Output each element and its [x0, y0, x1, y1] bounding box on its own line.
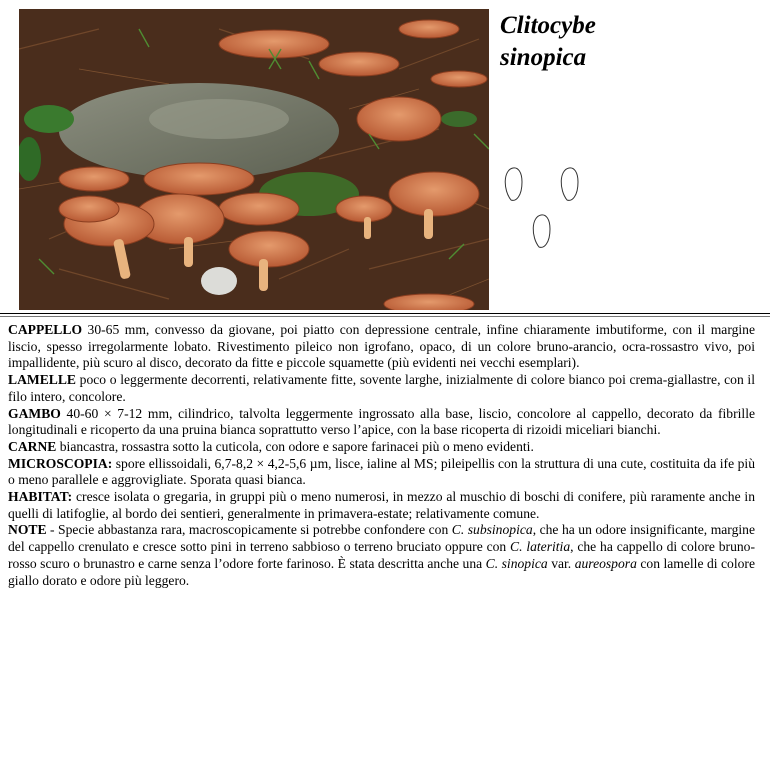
section-label: CARNE	[8, 438, 57, 454]
section-gambo	[8, 406, 755, 439]
section-habitat	[8, 489, 755, 522]
note-text: var.	[547, 555, 575, 571]
section-body: 40-60 × 7-12 mm, cilindrico, talvolta leggermente ingrossato alla base, liscio, concolore al cappello, decorato da fibrille longitudinali e ricoperto da una pruina bianca soprattutto verso l’apice, con la base ricoperta di rizoidi miceliari bianchi.	[8, 405, 755, 438]
section-label: MICROSCOPIA:	[8, 455, 113, 471]
section-label: CAPPELLO	[8, 322, 83, 337]
section-note	[8, 522, 755, 589]
note-species: C. subsinopica	[451, 522, 533, 538]
section-body: cresce isolata o gregaria, in gruppi più o meno numerosi, in mezzo al muschio di boschi di conifere, più raramente anche in quelli di latifoglie, al bordo dei sentieri, generalmente in primavera-estate; relativamente comune.	[8, 489, 755, 521]
section-label: NOTE	[8, 522, 47, 538]
species-title-genus: Clitocybe	[500, 12, 596, 39]
species-title-epithet: sinopica	[500, 44, 587, 71]
section-microscopia	[8, 456, 755, 489]
section-lamelle	[8, 372, 755, 405]
note-text: , che ha cappello di colore bruno-rosso scuro o brunastro e carne senza l’odore forte farinoso. È stata descritta anche una	[8, 539, 755, 571]
section-body: spore ellissoidali, 6,7-8,2 × 4,2-5,6 µm, lisce, ialine al MS; pileipellis con la struttura di una cute, costituita da ife più o meno parallele e aggrovigliate. Sporata quasi bianca.	[8, 455, 755, 488]
section-carne	[8, 439, 755, 456]
mushroom-photo-icon	[19, 9, 489, 310]
section-body: biancastra, rossastra sotto la cuticola, con odore e sapore farinacei più o meno evidenti.	[56, 438, 534, 454]
mushroom-photo	[19, 9, 489, 310]
species-title	[500, 10, 596, 74]
note-text: con lamelle di colore giallo dorato e odore più leggero.	[8, 555, 755, 588]
spore-drawing	[497, 160, 597, 260]
section-label: GAMBO	[8, 405, 61, 421]
spore-outlines-icon	[497, 160, 597, 260]
section-label: LAMELLE	[8, 372, 76, 388]
section-cappello	[8, 322, 755, 372]
note-variety: aureospora	[574, 555, 637, 571]
divider-top	[0, 313, 770, 314]
note-species: C. sinopica	[485, 555, 548, 571]
section-label: HABITAT:	[8, 489, 73, 505]
description-text	[8, 322, 755, 589]
note-species: C. lateritia	[510, 539, 571, 555]
divider-bottom	[0, 316, 770, 317]
note-text: , che ha un odore insignificante, margine del cappello crenulato e cresce sotto pini in terreno sabbioso o terreno bruciato oppure con	[8, 522, 755, 555]
note-text: - Specie abbastanza rara, macroscopicamente si potrebbe confondere con	[46, 522, 452, 538]
section-body: poco o leggermente decorrenti, relativamente fitte, sovente larghe, inizialmente di colore bianco poi crema-giallastre, con il filo intero, concolore.	[8, 372, 755, 404]
section-body: 30-65 mm, convesso da giovane, poi piatto con depressione centrale, infine chiaramente imbutiforme, con il margine liscio, spesso irregolarmente lobato. Rivestimento pileico non igrofano, opaco, di un colore bruno-arancio, ocra-rossastro vivo, poi impallidente, più scuro al disco, decorato da fitte e piccole squamette (più evidenti nei vecchi esemplari).	[8, 322, 755, 371]
